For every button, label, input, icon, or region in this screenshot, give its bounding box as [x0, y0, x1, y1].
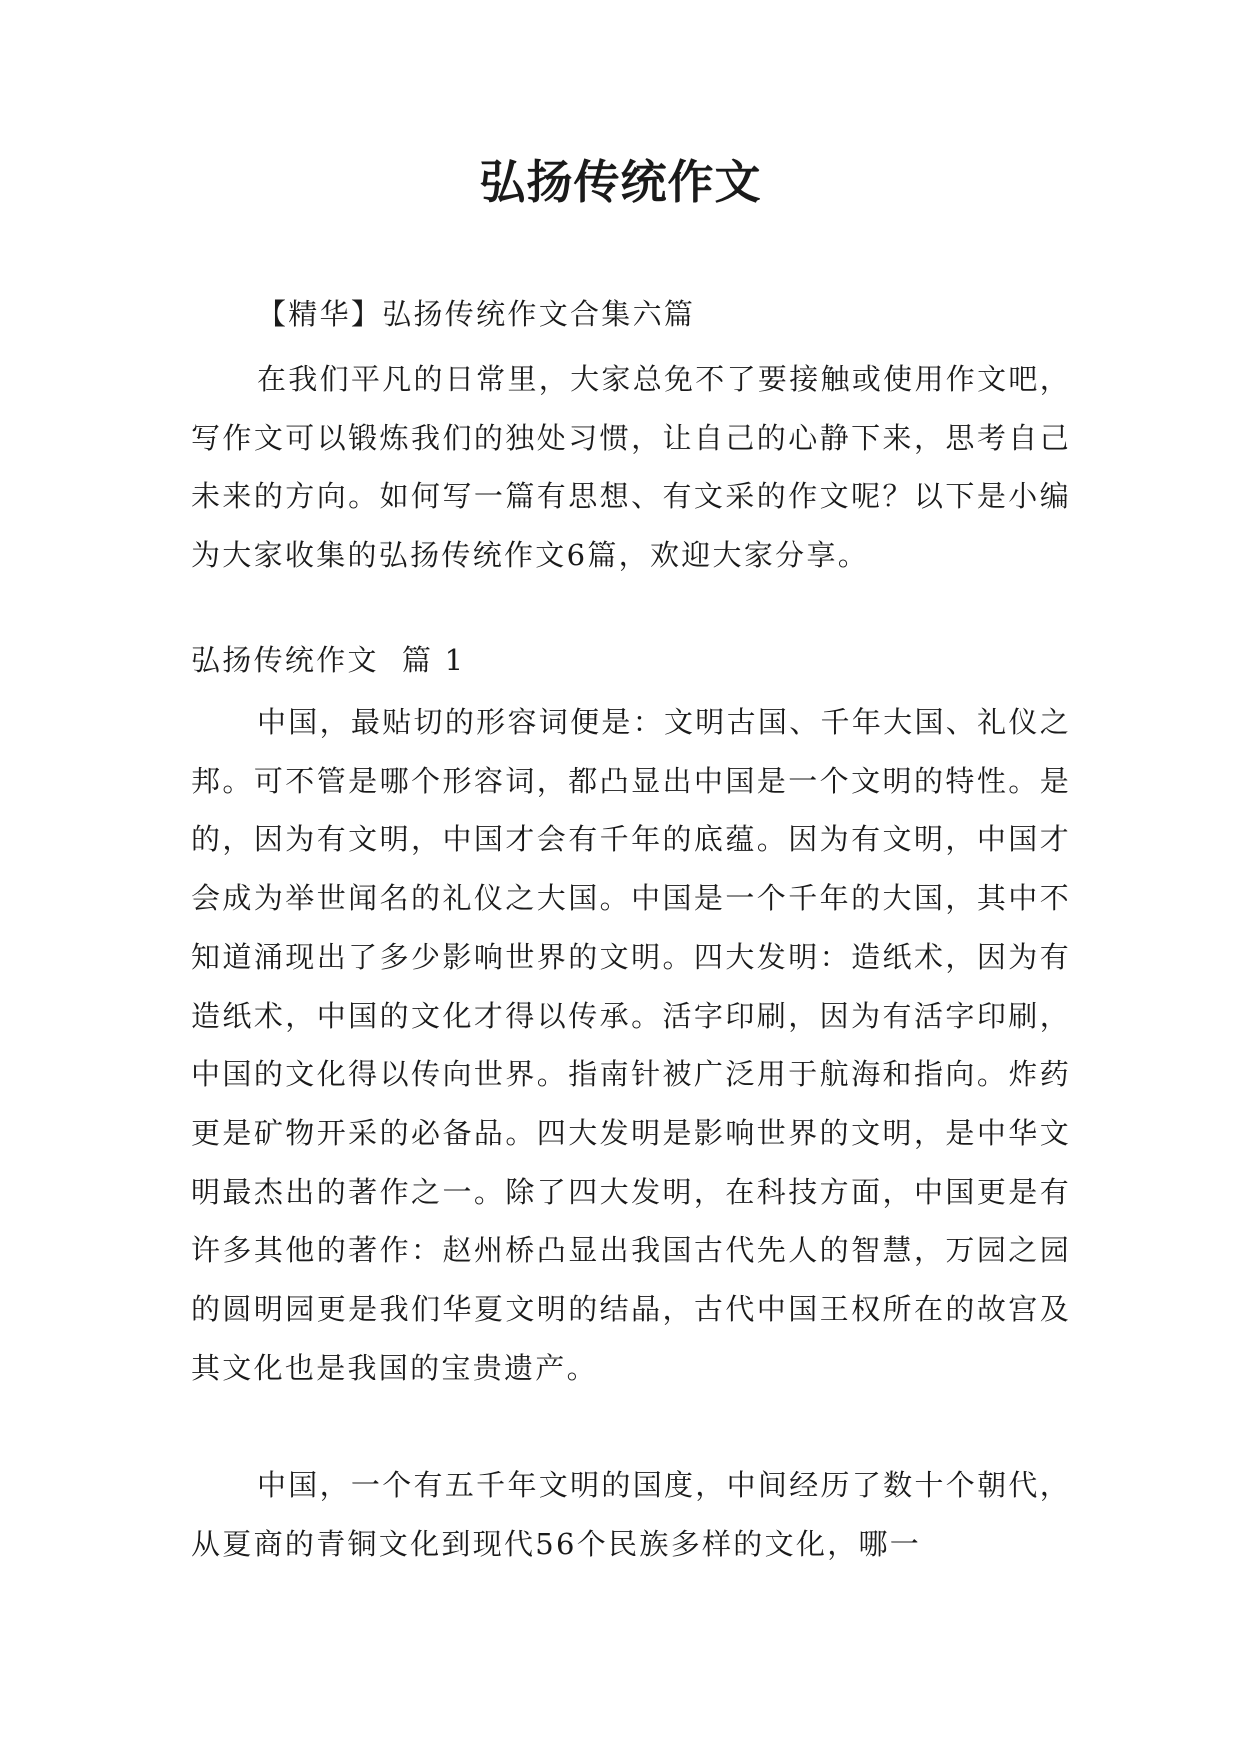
body-paragraph: 中国，最贴切的形容词便是：文明古国、千年大国、礼仪之邦。可不管是哪个形容词，都凸显出中国是一个文明的特性。是的，因为有文明，中国才会有千年的底蕴。因为有文明，中国才会成为举世闻名的礼仪之大国。中国是一个千年的大国，其中不知道涌现出了多少影响世界的文明。四大发明：造纸术，因为有造纸术，中国的文化才得以传承。活字印刷，因为有活字印刷，中国的文化得以传向世界。指南针被广泛用于航海和指向。炸药更是矿物开采的必备品。四大发明是影响世界的文明，是中华文明最杰出的著作之一。除了四大发明，在科技方面，中国更是有许多其他的著作：赵州桥凸显出我国古代先人的智慧，万园之园的圆明园更是我们华夏文明的结晶，古代中国王权所在的故宫及其文化也是我国的宝贵遗产。 — [191, 705, 1071, 1385]
intro-paragraph: 在我们平凡的日常里，大家总免不了要接触或使用作文吧，写作文可以锻炼我们的独处习惯，让自己的心静下来，思考自己未来的方向。如何写一篇有思想、有文采的作文呢？以下是小编为大家收集的弘扬传统作文6篇，欢迎大家分享。 — [191, 362, 1071, 572]
section-heading: 弘扬传统作文 篇 1 — [191, 643, 466, 677]
body-paragraph: 中国，一个有五千年文明的国度，中间经历了数十个朝代，从夏商的青铜文化到现代56个民族多样的文化，哪一 — [191, 1468, 1071, 1561]
document-title: 弘扬传统作文 — [479, 155, 762, 209]
document-subtitle: 【精华】弘扬传统作文合集六篇 — [257, 297, 696, 331]
